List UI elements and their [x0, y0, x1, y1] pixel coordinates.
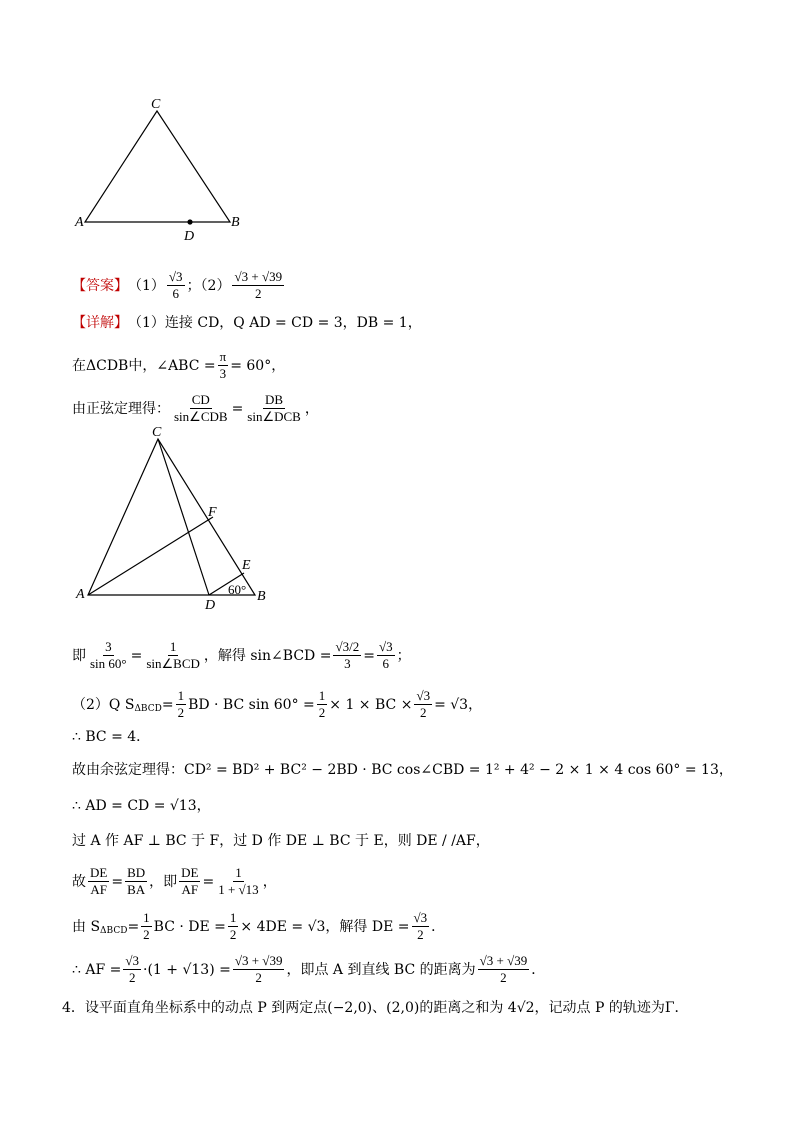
- frac-den: 6: [382, 656, 389, 671]
- point-d: [187, 219, 192, 224]
- frac-den: AF: [181, 882, 199, 897]
- frac-num: √3: [168, 269, 183, 284]
- frac: [233, 954, 285, 985]
- text: ；: [396, 647, 411, 664]
- frac-num: √3 + √39: [479, 953, 528, 968]
- frac: [123, 954, 141, 985]
- label-c: C: [151, 97, 161, 112]
- detail-text-1: （1）连接 CD，Q AD = CD = 3，DB = 1，: [128, 315, 422, 331]
- segment-cd: [158, 439, 209, 595]
- text: = 60°，: [230, 357, 286, 374]
- detail-line-3: [72, 393, 319, 424]
- frac-num: BD: [127, 865, 146, 880]
- text: 即: [72, 647, 86, 664]
- frac-pi-3: [218, 350, 229, 381]
- frac: [478, 954, 530, 985]
- detail-bracket: 【详解】: [72, 315, 128, 331]
- frac-den: 2: [318, 705, 326, 720]
- text: 在ΔCDB中，∠ABC =: [72, 357, 216, 374]
- text: ，即: [149, 873, 178, 890]
- answer-part1: （1）: [128, 277, 165, 294]
- frac-num: DE: [181, 865, 199, 880]
- frac: [125, 866, 147, 897]
- equals: =: [363, 647, 375, 664]
- text: ·(1 + √13) =: [143, 961, 231, 978]
- text: × 1 × BC ×: [329, 696, 413, 713]
- label-a: A: [75, 215, 84, 230]
- detail-line-6: [72, 727, 150, 747]
- frac: [176, 689, 187, 720]
- frac-num: √3/2: [335, 639, 360, 654]
- detail-line-9: [72, 831, 490, 851]
- detail-line-12: [72, 954, 545, 985]
- frac-num: 1: [235, 865, 242, 880]
- frac-den: 2: [417, 927, 424, 942]
- answer-frac-2: [232, 270, 284, 301]
- frac-den: sin∠CDB: [174, 409, 228, 424]
- text: ∴ AD = CD = √13，: [72, 798, 211, 814]
- frac-den: 2: [255, 970, 262, 985]
- figure-triangle-abc: [70, 95, 270, 245]
- angle-label: 60°: [228, 582, 247, 597]
- answer-frac-1: [167, 270, 185, 301]
- frac-db-sin: [245, 393, 303, 424]
- frac: [228, 911, 239, 942]
- label-b: B: [231, 215, 240, 230]
- text: ∴ AF =: [72, 961, 122, 978]
- text: 故: [72, 873, 86, 890]
- detail-line-10: [72, 866, 277, 897]
- frac-den: 2: [177, 705, 185, 720]
- frac-den: 2: [143, 927, 150, 942]
- detail-line-11: [72, 911, 445, 942]
- frac: [216, 866, 260, 897]
- frac: [412, 911, 430, 942]
- frac-num: 1: [177, 688, 185, 703]
- frac: [414, 689, 432, 720]
- label-b: B: [257, 589, 266, 604]
- frac: [179, 866, 200, 897]
- frac-num: DE: [90, 865, 108, 880]
- frac-num: 1: [229, 910, 237, 925]
- label-d: D: [205, 598, 216, 612]
- frac-den: 2: [229, 927, 237, 942]
- frac-num: √3 + √39: [234, 269, 283, 284]
- text: =: [161, 696, 174, 713]
- text: ，即点 A 到直线 BC 的距离为: [286, 961, 476, 978]
- equals: =: [202, 873, 215, 890]
- text: ．: [431, 918, 446, 935]
- text: ，: [262, 873, 277, 890]
- frac-num: 3: [105, 639, 112, 654]
- frac-num: CD: [191, 392, 210, 407]
- answer-sep: ；（2）: [186, 277, 231, 294]
- frac-num: 1: [143, 910, 150, 925]
- frac-den: 2: [255, 286, 262, 301]
- frac-den: 6: [172, 286, 179, 301]
- frac-num: √3: [413, 910, 428, 925]
- frac: [317, 689, 328, 720]
- frac-den: 1 + √13: [218, 882, 259, 897]
- segment-af: [88, 517, 213, 595]
- detail-line-1: [72, 313, 422, 333]
- frac-den: 3: [219, 366, 227, 381]
- label-e: E: [242, 558, 251, 573]
- frac: [88, 866, 109, 897]
- label-a: A: [76, 587, 85, 602]
- frac-num: 1: [169, 639, 177, 654]
- frac: [141, 911, 152, 942]
- detail-line-4: [72, 640, 411, 671]
- detail-line-8: [72, 796, 211, 816]
- text: 由正弦定理得：: [72, 400, 170, 417]
- subscript: ΔBCD: [134, 703, 162, 714]
- frac-den: sin∠DCB: [247, 409, 301, 424]
- frac-den: 2: [128, 970, 136, 985]
- frac-num: √3: [416, 688, 431, 703]
- text: = √3，: [434, 696, 483, 713]
- frac: [88, 640, 129, 671]
- equals: =: [111, 873, 124, 890]
- equals: =: [231, 400, 244, 417]
- triangle-outline: [88, 439, 255, 595]
- detail-line-5: [72, 689, 482, 720]
- text: 故由余弦定理得：CD² = BD² + BC² − 2BD · BC cos∠CBD = 1² + 4² − 2 × 1 × 4 cos 60° = 13，: [72, 762, 733, 778]
- frac-num: DB: [265, 392, 284, 407]
- detail-line-2: [72, 350, 285, 381]
- text: BD · BC sin 60° =: [188, 696, 315, 713]
- equals: =: [130, 647, 143, 664]
- frac-den: BA: [127, 882, 146, 897]
- frac: [377, 640, 395, 671]
- frac-cd-sin: [172, 393, 230, 424]
- text: ，解得 sin∠BCD =: [203, 647, 332, 664]
- text: BC · DE =: [153, 918, 226, 935]
- detail-line-7: [72, 760, 733, 780]
- text: =: [127, 918, 140, 935]
- text: 由 S: [72, 918, 101, 935]
- answer-line: [72, 270, 286, 301]
- text: ，: [304, 400, 319, 417]
- frac-num: √3 + √39: [234, 953, 283, 968]
- frac-num: √3: [378, 639, 393, 654]
- frac: [333, 640, 361, 671]
- frac-den: 3: [344, 656, 351, 671]
- figure-triangle-abc-altitudes: [70, 422, 280, 612]
- frac-den: 2: [420, 705, 427, 720]
- text: ∴ BC = 4．: [72, 729, 151, 745]
- frac-den: 2: [500, 970, 507, 985]
- text: ．: [531, 961, 546, 978]
- subscript: ΔBCD: [100, 925, 128, 936]
- frac-den: sin∠BCD: [146, 656, 200, 671]
- answer-bracket: 【答案】: [72, 277, 128, 294]
- triangle-outline: [85, 111, 230, 222]
- frac-num: 1: [318, 688, 326, 703]
- question-text: 4．设平面直角坐标系中的动点 P 到两定点(−2,0)、(2,0)的距离之和为 4√2，记动点 P 的轨迹为Γ．: [62, 1000, 689, 1016]
- question-4: [62, 998, 689, 1018]
- text: × 4DE = √3，解得 DE =: [240, 918, 410, 935]
- frac: [144, 640, 202, 671]
- label-d: D: [184, 229, 195, 244]
- frac-den: sin 60°: [90, 656, 127, 671]
- label-c: C: [152, 425, 162, 440]
- text: （2）Q S: [72, 696, 135, 713]
- frac-num: π: [219, 349, 227, 364]
- frac-den: AF: [90, 882, 107, 897]
- text: 过 A 作 AF ⊥ BC 于 F，过 D 作 DE ⊥ BC 于 E，则 DE / /AF，: [72, 833, 490, 849]
- label-f: F: [208, 505, 217, 520]
- frac-num: √3: [125, 953, 140, 968]
